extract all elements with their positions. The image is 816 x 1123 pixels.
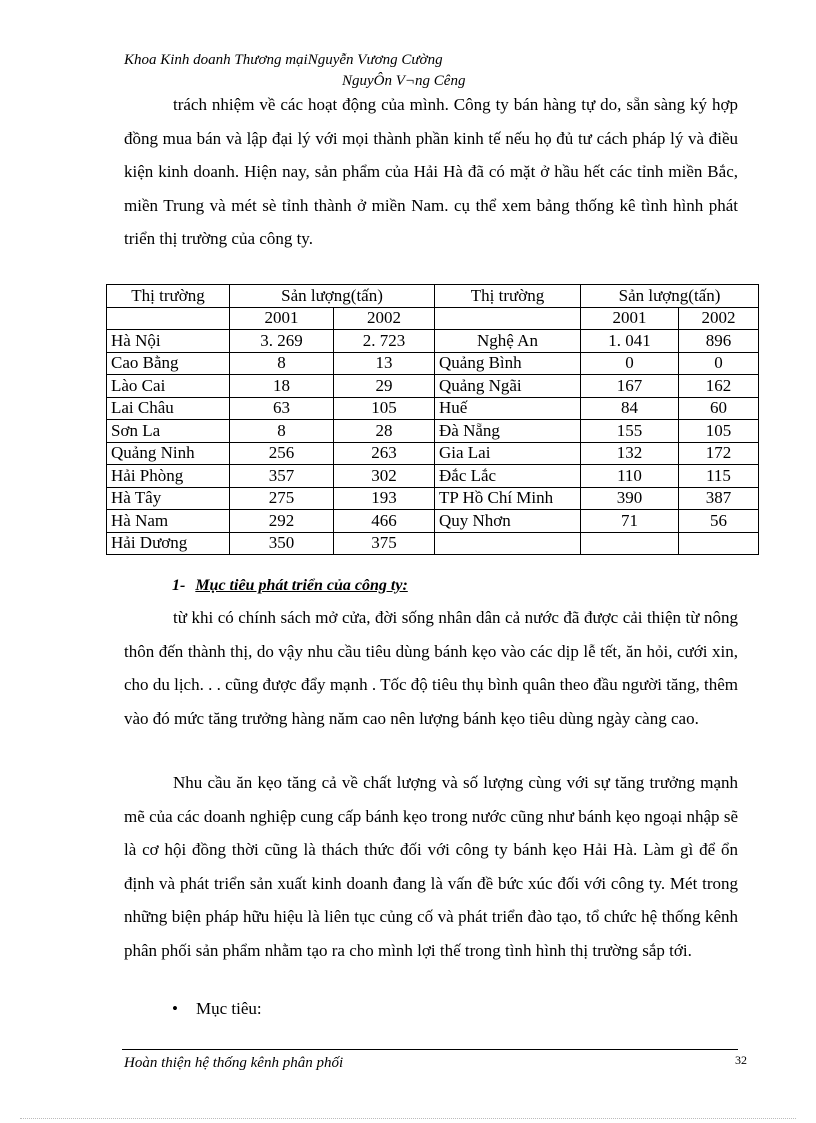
cell-value-2001-left: 3. 269: [230, 330, 334, 353]
cell-market-right: Nghệ An: [435, 330, 581, 353]
page-header: [124, 50, 465, 92]
header-line-1: Khoa Kinh doanh Thương mạiNguyễn Vương Cường: [124, 52, 443, 68]
cell-market-right: Đắc Lắc: [435, 465, 581, 488]
year-row-empty-left: [107, 307, 230, 330]
page-bottom-dotted-line: [20, 1118, 796, 1119]
cell-market-right: Quảng Bình: [435, 352, 581, 375]
year-row-empty-right: [435, 307, 581, 330]
table-row: [107, 420, 759, 443]
cell-value-2001-left: 63: [230, 397, 334, 420]
section-number: 1-: [172, 577, 186, 594]
body-paragraph-2: Nhu cầu ăn kẹo tăng cả về chất lượng và số lượng cùng với sự tăng trưởng mạnh mẽ của các doanh nghiệp cung cấp bánh kẹo trong nước cũng như bánh kẹo ngoại nhập sẽ là cơ hội đồng thời cũng là thách thức đối với công ty bánh kẹo Hải Hà. Làm gì để ổn định và phát triển sản xuất kinh doanh đang là vấn đề bức xúc đối với công ty. Mét trong những biện pháp hữu hiệu là liên tục củng cố và phát triển đào tạo, tổ chức hệ thống kênh phân phối sản phẩm nhằm tạo ra cho mình lợi thế trong tình hình thị trường sắp tới.: [124, 773, 738, 960]
cell-value-2002-left: 193: [334, 487, 435, 510]
cell-market-left: Hải Phòng: [107, 465, 230, 488]
header-line-2: NguyÔn V¬ng Cêng: [342, 73, 466, 89]
cell-value-2001-right: 110: [581, 465, 679, 488]
header-market-right: Thị trường: [435, 285, 581, 308]
cell-value-2001-right: 1. 041: [581, 330, 679, 353]
cell-value-2002-right: 162: [679, 375, 759, 398]
table-header-row: [107, 285, 759, 308]
body-paragraph-1: từ khi có chính sách mở cửa, đời sống nhân dân cả nước đã được cải thiện từ nông thôn đến thành thị, do vậy nhu cầu tiêu dùng bánh kẹo vào các dịp lễ tết, ăn hỏi, cưới xin, cho du lịch. . . cũng được đẩy mạnh . Tốc độ tiêu thụ bình quân theo đầu người tăng, thêm vào đó mức tăng trưởng hàng năm cao nên lượng bánh kẹo tiêu dùng ngày càng cao.: [124, 608, 738, 728]
cell-value-2002-left: 466: [334, 510, 435, 533]
table-row: [107, 442, 759, 465]
cell-market-right: Quy Nhơn: [435, 510, 581, 533]
table-row: [107, 330, 759, 353]
section-title: Mục tiêu phát triển của công ty:: [195, 577, 408, 594]
cell-value-2002-right: 105: [679, 420, 759, 443]
cell-value-2002-left: 28: [334, 420, 435, 443]
cell-value-2001-left: 350: [230, 532, 334, 555]
cell-market-right: Huế: [435, 397, 581, 420]
cell-value-2002-left: 375: [334, 532, 435, 555]
header-output-left: Sản lượng(tấn): [230, 285, 435, 308]
cell-value-2001-left: 256: [230, 442, 334, 465]
cell-market-left: Cao Bằng: [107, 352, 230, 375]
cell-value-2002-right: [679, 532, 759, 555]
cell-value-2002-right: 896: [679, 330, 759, 353]
cell-value-2001-right: 0: [581, 352, 679, 375]
page-number: 32: [735, 1053, 747, 1067]
cell-market-left: Hà Nam: [107, 510, 230, 533]
cell-value-2001-right: 71: [581, 510, 679, 533]
cell-market-right: [435, 532, 581, 555]
table-year-row: [107, 307, 759, 330]
cell-market-right: TP Hồ Chí Minh: [435, 487, 581, 510]
cell-value-2002-left: 29: [334, 375, 435, 398]
cell-market-left: Quảng Ninh: [107, 442, 230, 465]
cell-value-2002-left: 13: [334, 352, 435, 375]
footer-title: Hoàn thiện hệ thống kênh phân phối: [124, 1055, 344, 1071]
cell-market-left: Hải Dương: [107, 532, 230, 555]
market-output-table: [106, 284, 759, 555]
year-2001-right: 2001: [581, 307, 679, 330]
cell-value-2002-right: 0: [679, 352, 759, 375]
table-row: [107, 465, 759, 488]
cell-value-2002-right: 56: [679, 510, 759, 533]
cell-value-2001-right: 167: [581, 375, 679, 398]
cell-value-2001-left: 292: [230, 510, 334, 533]
year-2002-right: 2002: [679, 307, 759, 330]
cell-value-2001-left: 8: [230, 352, 334, 375]
table-row: [107, 397, 759, 420]
bullet-item: [172, 997, 262, 1021]
cell-value-2001-left: 18: [230, 375, 334, 398]
cell-value-2001-left: 357: [230, 465, 334, 488]
cell-value-2002-left: 2. 723: [334, 330, 435, 353]
cell-market-left: Sơn La: [107, 420, 230, 443]
year-2002-left: 2002: [334, 307, 435, 330]
intro-paragraph: trách nhiệm về các hoạt động của mình. Công ty bán hàng tự do, sẵn sàng ký hợp đồng mua bán và lập đại lý với mọi thành phần kinh tế nếu họ đủ tư cách pháp lý và điều kiện kinh doanh. Hiện nay, sản phẩm của Hải Hà đã có mặt ở hầu hết các tỉnh miền Bắc, miền Trung và mét sè tỉnh thành ở miền Nam. cụ thể xem bảng thống kê tình hình phát triển thị trường của công ty.: [124, 95, 738, 249]
cell-value-2002-left: 263: [334, 442, 435, 465]
section-heading: [172, 577, 408, 595]
cell-value-2002-left: 105: [334, 397, 435, 420]
cell-market-left: Lào Cai: [107, 375, 230, 398]
table-row: [107, 352, 759, 375]
cell-value-2001-left: 275: [230, 487, 334, 510]
cell-value-2001-right: 155: [581, 420, 679, 443]
cell-value-2001-right: 390: [581, 487, 679, 510]
table-row: [107, 487, 759, 510]
header-output-right: Sản lượng(tấn): [581, 285, 759, 308]
cell-value-2002-right: 387: [679, 487, 759, 510]
year-2001-left: 2001: [230, 307, 334, 330]
cell-market-left: Lai Châu: [107, 397, 230, 420]
cell-value-2001-left: 8: [230, 420, 334, 443]
cell-market-right: Gia Lai: [435, 442, 581, 465]
cell-value-2001-right: [581, 532, 679, 555]
cell-value-2002-left: 302: [334, 465, 435, 488]
table-row: [107, 532, 759, 555]
cell-value-2001-right: 84: [581, 397, 679, 420]
cell-market-left: Hà Nội: [107, 330, 230, 353]
bullet-symbol: •: [172, 999, 178, 1018]
bullet-text: Mục tiêu:: [196, 999, 262, 1018]
footer-divider: [122, 1049, 738, 1050]
cell-market-right: Quảng Ngãi: [435, 375, 581, 398]
cell-market-right: Đà Nẵng: [435, 420, 581, 443]
cell-value-2002-right: 60: [679, 397, 759, 420]
cell-value-2002-right: 115: [679, 465, 759, 488]
header-market-left: Thị trường: [107, 285, 230, 308]
table-row: [107, 375, 759, 398]
table-row: [107, 510, 759, 533]
cell-value-2002-right: 172: [679, 442, 759, 465]
cell-value-2001-right: 132: [581, 442, 679, 465]
cell-market-left: Hà Tây: [107, 487, 230, 510]
